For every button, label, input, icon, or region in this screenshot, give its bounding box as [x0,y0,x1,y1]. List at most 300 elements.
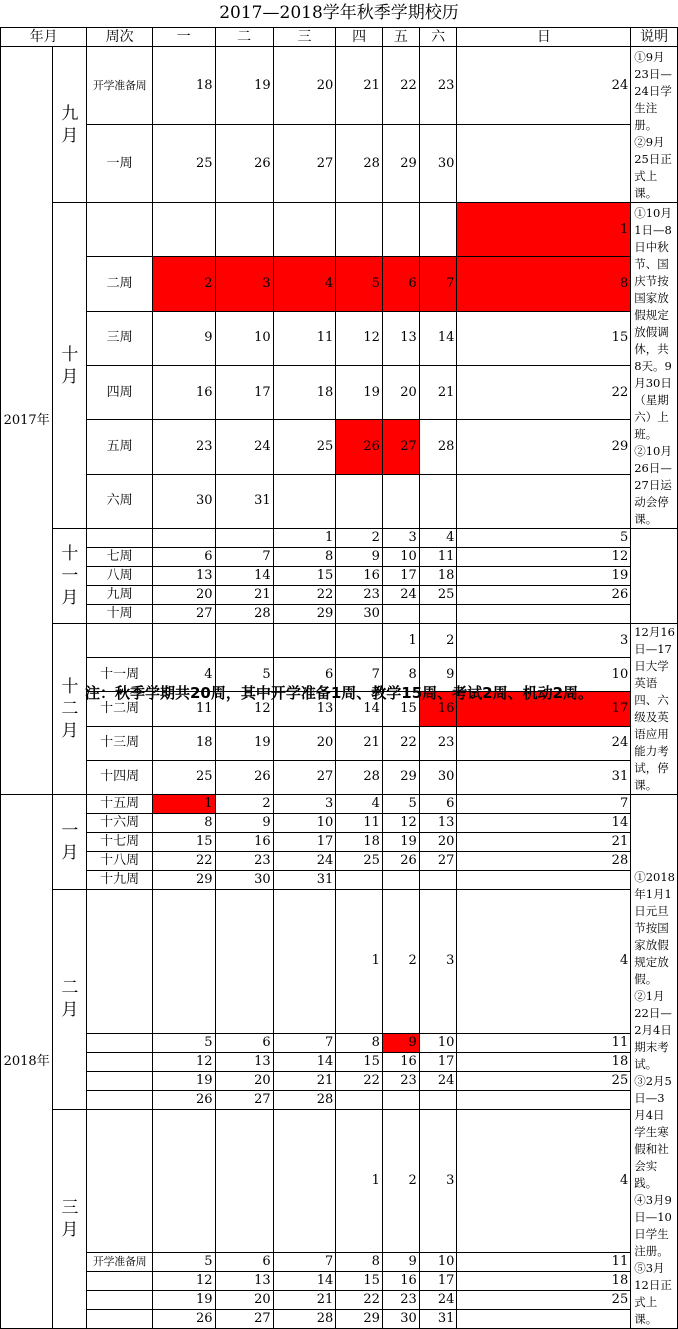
day-cell [273,1109,336,1253]
day-cell: 3 [215,257,273,311]
day-cell: 28 [457,852,631,871]
header-day: 三 [273,28,336,47]
day-cell: 1 [273,529,336,548]
week-label: 九周 [87,586,153,605]
day-cell: 25 [152,760,215,794]
day-cell: 7 [336,658,383,692]
week-label: 十七周 [87,833,153,852]
calendar-row [1,257,678,311]
week-label: 十二周 [87,692,153,726]
day-cell [336,1090,383,1109]
month-label: 二 月 [53,890,87,1110]
day-cell: 12 [152,1272,215,1291]
day-cell: 17 [273,833,336,852]
day-cell [382,474,419,528]
header-day: 二 [215,28,273,47]
day-cell: 23 [382,1071,419,1090]
day-cell: 31 [457,760,631,794]
day-cell: 28 [336,125,383,203]
day-cell: 14 [273,1052,336,1071]
day-cell [457,125,631,203]
day-cell: 19 [457,567,631,586]
day-cell: 12 [215,692,273,726]
day-cell: 23 [215,852,273,871]
note-line: ②1月22日—2月4日期末考试。 [634,989,672,1071]
day-cell [457,1310,631,1329]
day-cell: 3 [273,795,336,814]
day-cell: 7 [215,548,273,567]
note-line: ②9月25日正式上课。 [634,135,672,200]
day-cell: 25 [273,420,336,474]
day-cell [419,1090,457,1109]
calendar-row [1,47,678,125]
day-cell: 4 [273,257,336,311]
day-cell: 16 [152,365,215,419]
day-cell: 12 [382,814,419,833]
day-cell: 21 [273,1071,336,1090]
day-cell: 12 [457,548,631,567]
week-label [87,203,153,257]
day-cell: 23 [419,47,457,125]
day-cell: 27 [273,760,336,794]
calendar-row [1,1272,678,1291]
week-label: 十周 [87,605,153,624]
day-cell: 26 [152,1310,215,1329]
week-label: 三周 [87,311,153,365]
day-cell: 8 [273,548,336,567]
day-cell: 12 [152,1052,215,1071]
day-cell [336,624,383,658]
day-cell: 15 [336,1272,383,1291]
calendar-row [1,1109,678,1253]
day-cell [152,624,215,658]
day-cell: 19 [215,47,273,125]
calendar-row [1,1253,678,1272]
day-cell: 15 [152,833,215,852]
day-cell: 1 [382,624,419,658]
calendar-row [1,1090,678,1109]
day-cell: 23 [152,420,215,474]
day-cell: 6 [215,1033,273,1052]
calendar-row [1,420,678,474]
day-cell: 4 [457,890,631,1034]
calendar-row [1,474,678,528]
day-cell: 3 [419,890,457,1034]
day-cell: 8 [382,658,419,692]
calendar-row [1,871,678,890]
month-label: 三 月 [53,1109,87,1329]
day-cell: 19 [382,833,419,852]
week-label: 二周 [87,257,153,311]
week-label [87,1071,153,1090]
day-cell [336,871,383,890]
day-cell: 5 [152,1033,215,1052]
week-label [87,1272,153,1291]
day-cell: 2 [382,1109,419,1253]
day-cell: 13 [273,692,336,726]
day-cell: 8 [152,814,215,833]
day-cell: 10 [215,311,273,365]
day-cell: 14 [457,814,631,833]
calendar-row [1,624,678,658]
week-label: 十八周 [87,852,153,871]
day-cell: 14 [336,692,383,726]
note-line: ④3月9日—10日学生注册。 [634,1193,672,1258]
day-cell: 7 [419,257,457,311]
day-cell [336,203,383,257]
day-cell: 11 [152,692,215,726]
day-cell [215,890,273,1034]
day-cell: 11 [336,814,383,833]
day-cell: 13 [215,1272,273,1291]
day-cell: 15 [336,1052,383,1071]
week-label: 十三周 [87,726,153,760]
day-cell: 6 [273,658,336,692]
day-cell [419,203,457,257]
day-cell: 22 [457,365,631,419]
week-label [87,1291,153,1310]
calendar-row [1,311,678,365]
day-cell [457,474,631,528]
day-cell: 4 [457,1109,631,1253]
day-cell: 8 [457,257,631,311]
day-cell: 25 [152,125,215,203]
day-cell: 27 [382,420,419,474]
day-cell [273,203,336,257]
day-cell: 28 [273,1310,336,1329]
day-cell [419,605,457,624]
day-cell: 17 [382,567,419,586]
day-cell: 25 [336,852,383,871]
day-cell: 5 [215,658,273,692]
day-cell: 22 [336,1291,383,1310]
month-label: 十 一 月 [53,529,87,624]
day-cell [215,1109,273,1253]
day-cell: 2 [336,529,383,548]
calendar-row [1,833,678,852]
day-cell: 20 [273,47,336,125]
day-cell: 31 [273,871,336,890]
week-label: 开学准备周 [87,1253,153,1272]
day-cell: 7 [273,1033,336,1052]
calendar-row [1,586,678,605]
day-cell: 10 [382,548,419,567]
header-day: 六 [419,28,457,47]
day-cell: 22 [336,1071,383,1090]
day-cell: 16 [419,692,457,726]
day-cell [382,203,419,257]
day-cell [273,624,336,658]
day-cell: 5 [382,795,419,814]
day-cell: 29 [152,871,215,890]
day-cell: 28 [336,760,383,794]
day-cell: 15 [382,692,419,726]
day-cell [457,1090,631,1109]
day-cell: 31 [215,474,273,528]
day-cell [336,474,383,528]
day-cell: 18 [336,833,383,852]
day-cell: 26 [336,420,383,474]
day-cell [457,605,631,624]
day-cell [419,871,457,890]
note-cell [631,47,678,203]
calendar-row [1,125,678,203]
day-cell: 29 [336,1310,383,1329]
calendar-row [1,548,678,567]
day-cell: 2 [382,890,419,1034]
day-cell: 10 [419,1253,457,1272]
day-cell: 16 [382,1272,419,1291]
day-cell: 17 [457,692,631,726]
day-cell: 9 [215,814,273,833]
day-cell: 1 [457,203,631,257]
day-cell [382,871,419,890]
day-cell: 13 [215,1052,273,1071]
note-cell [631,795,678,1329]
week-label: 四周 [87,365,153,419]
day-cell: 24 [273,852,336,871]
day-cell: 20 [215,1071,273,1090]
day-cell: 28 [419,420,457,474]
day-cell: 14 [273,1272,336,1291]
day-cell: 28 [273,1090,336,1109]
calendar-row [1,760,678,794]
day-cell: 13 [152,567,215,586]
day-cell: 18 [152,726,215,760]
week-label: 五周 [87,420,153,474]
note-line: ②10月26日—27日运动会停课。 [634,444,672,526]
day-cell: 31 [419,1310,457,1329]
day-cell: 27 [215,1310,273,1329]
day-cell: 9 [382,1253,419,1272]
day-cell [457,871,631,890]
calendar-table [0,27,678,1329]
month-label: 十 二 月 [53,624,87,795]
day-cell [152,529,215,548]
week-label [87,1109,153,1253]
day-cell: 30 [152,474,215,528]
calendar-row [1,529,678,548]
day-cell: 16 [382,1052,419,1071]
month-label: 十 月 [53,203,87,529]
day-cell: 11 [457,1253,631,1272]
day-cell: 14 [215,567,273,586]
calendar-row [1,605,678,624]
day-cell: 2 [215,795,273,814]
day-cell: 30 [336,605,383,624]
day-cell: 27 [215,1090,273,1109]
day-cell: 9 [152,311,215,365]
day-cell: 17 [419,1272,457,1291]
day-cell: 3 [382,529,419,548]
day-cell: 1 [152,795,215,814]
day-cell: 6 [152,548,215,567]
day-cell: 12 [336,311,383,365]
day-cell: 28 [215,605,273,624]
day-cell: 7 [457,795,631,814]
day-cell: 15 [457,311,631,365]
day-cell: 9 [382,1033,419,1052]
day-cell: 9 [336,548,383,567]
day-cell: 22 [152,852,215,871]
day-cell: 14 [419,311,457,365]
day-cell: 16 [336,567,383,586]
calendar-grid [0,27,678,1329]
note-line: ③2月5日—3月4日学生寒假和社会实践。 [634,1074,672,1190]
calendar-row [1,1291,678,1310]
day-cell: 10 [457,658,631,692]
day-cell: 30 [419,125,457,203]
day-cell: 17 [419,1052,457,1071]
day-cell: 29 [457,420,631,474]
day-cell: 22 [273,586,336,605]
day-cell: 24 [419,1291,457,1310]
day-cell: 21 [457,833,631,852]
year-label: 2018年 [1,795,53,1329]
day-cell: 23 [382,1291,419,1310]
header-row [1,28,678,47]
day-cell: 1 [336,1109,383,1253]
day-cell: 4 [336,795,383,814]
header-day: 四 [336,28,383,47]
day-cell: 13 [382,311,419,365]
day-cell: 23 [419,726,457,760]
day-cell: 26 [215,125,273,203]
header-day: 日 [457,28,631,47]
calendar-row [1,890,678,1034]
day-cell: 1 [336,890,383,1034]
day-cell: 3 [419,1109,457,1253]
week-label: 十五周 [87,795,153,814]
day-cell: 8 [336,1033,383,1052]
day-cell: 27 [152,605,215,624]
day-cell: 17 [215,365,273,419]
day-cell: 21 [419,365,457,419]
day-cell: 25 [457,1291,631,1310]
day-cell [382,605,419,624]
day-cell: 25 [457,1071,631,1090]
day-cell: 19 [152,1291,215,1310]
calendar-title: 2017—2018学年秋季学期校历 [219,3,459,23]
day-cell: 24 [457,47,631,125]
day-cell: 19 [336,365,383,419]
day-cell [152,1109,215,1253]
day-cell: 26 [152,1090,215,1109]
header-week: 周次 [87,28,153,47]
week-label [87,1052,153,1071]
week-label: 开学准备周 [87,47,153,125]
day-cell: 15 [273,567,336,586]
day-cell [152,203,215,257]
calendar-row [1,1071,678,1090]
day-cell: 22 [382,47,419,125]
day-cell: 20 [419,833,457,852]
day-cell: 5 [336,257,383,311]
week-label: 十六周 [87,814,153,833]
week-label [87,1090,153,1109]
day-cell: 4 [419,529,457,548]
week-label: 八周 [87,567,153,586]
day-cell: 21 [336,47,383,125]
calendar-row [1,795,678,814]
week-label [87,624,153,658]
day-cell: 11 [419,548,457,567]
day-cell: 18 [152,47,215,125]
day-cell: 2 [152,257,215,311]
header-year-month: 年月 [1,28,87,47]
day-cell [382,1090,419,1109]
day-cell [419,474,457,528]
day-cell: 24 [457,726,631,760]
day-cell: 26 [215,760,273,794]
day-cell: 24 [215,420,273,474]
note-line: ①9月23日—24日学生注册。 [634,50,672,132]
calendar-row [1,1033,678,1052]
day-cell: 21 [215,586,273,605]
header-day: 五 [382,28,419,47]
day-cell: 16 [215,833,273,852]
day-cell: 19 [215,726,273,760]
calendar-row [1,726,678,760]
day-cell: 20 [215,1291,273,1310]
day-cell [152,890,215,1034]
day-cell: 18 [419,567,457,586]
calendar-row [1,203,678,257]
day-cell: 29 [382,125,419,203]
day-cell: 2 [419,624,457,658]
day-cell: 18 [457,1052,631,1071]
day-cell: 22 [382,726,419,760]
day-cell: 18 [273,365,336,419]
day-cell: 10 [273,814,336,833]
day-cell: 30 [382,1310,419,1329]
day-cell: 26 [457,586,631,605]
day-cell: 11 [273,311,336,365]
day-cell: 20 [382,365,419,419]
calendar-row [1,852,678,871]
day-cell [215,624,273,658]
footer-note: 注：秋季学期共20周，其中开学准备1周、教学15周、考试2周、机动2周。 [84,684,594,702]
day-cell: 25 [419,586,457,605]
month-label: 九 月 [53,47,87,203]
day-cell: 5 [457,529,631,548]
week-label: 十一周 [87,658,153,692]
day-cell: 24 [382,586,419,605]
day-cell: 7 [273,1253,336,1272]
day-cell [273,890,336,1034]
calendar-row [1,365,678,419]
day-cell: 29 [273,605,336,624]
note-line: ①2018年1月1日元旦节按国家放假规定放假。 [634,870,675,986]
week-label: 十九周 [87,871,153,890]
day-cell [273,474,336,528]
week-label [87,1033,153,1052]
day-cell: 8 [336,1253,383,1272]
day-cell: 4 [152,658,215,692]
day-cell: 18 [457,1272,631,1291]
day-cell: 6 [382,257,419,311]
calendar-row [1,1310,678,1329]
month-label: 一 月 [53,795,87,890]
week-label [87,890,153,1034]
day-cell: 29 [382,760,419,794]
day-cell: 6 [215,1253,273,1272]
day-cell: 11 [457,1033,631,1052]
header-day: 一 [152,28,215,47]
day-cell: 27 [419,852,457,871]
year-label: 2017年 [1,47,53,795]
note-line: ①10月1日—8日中秋节、国庆节按国家放假规定放假调休，共8天。9月30日（星期六）上班。 [634,206,672,441]
